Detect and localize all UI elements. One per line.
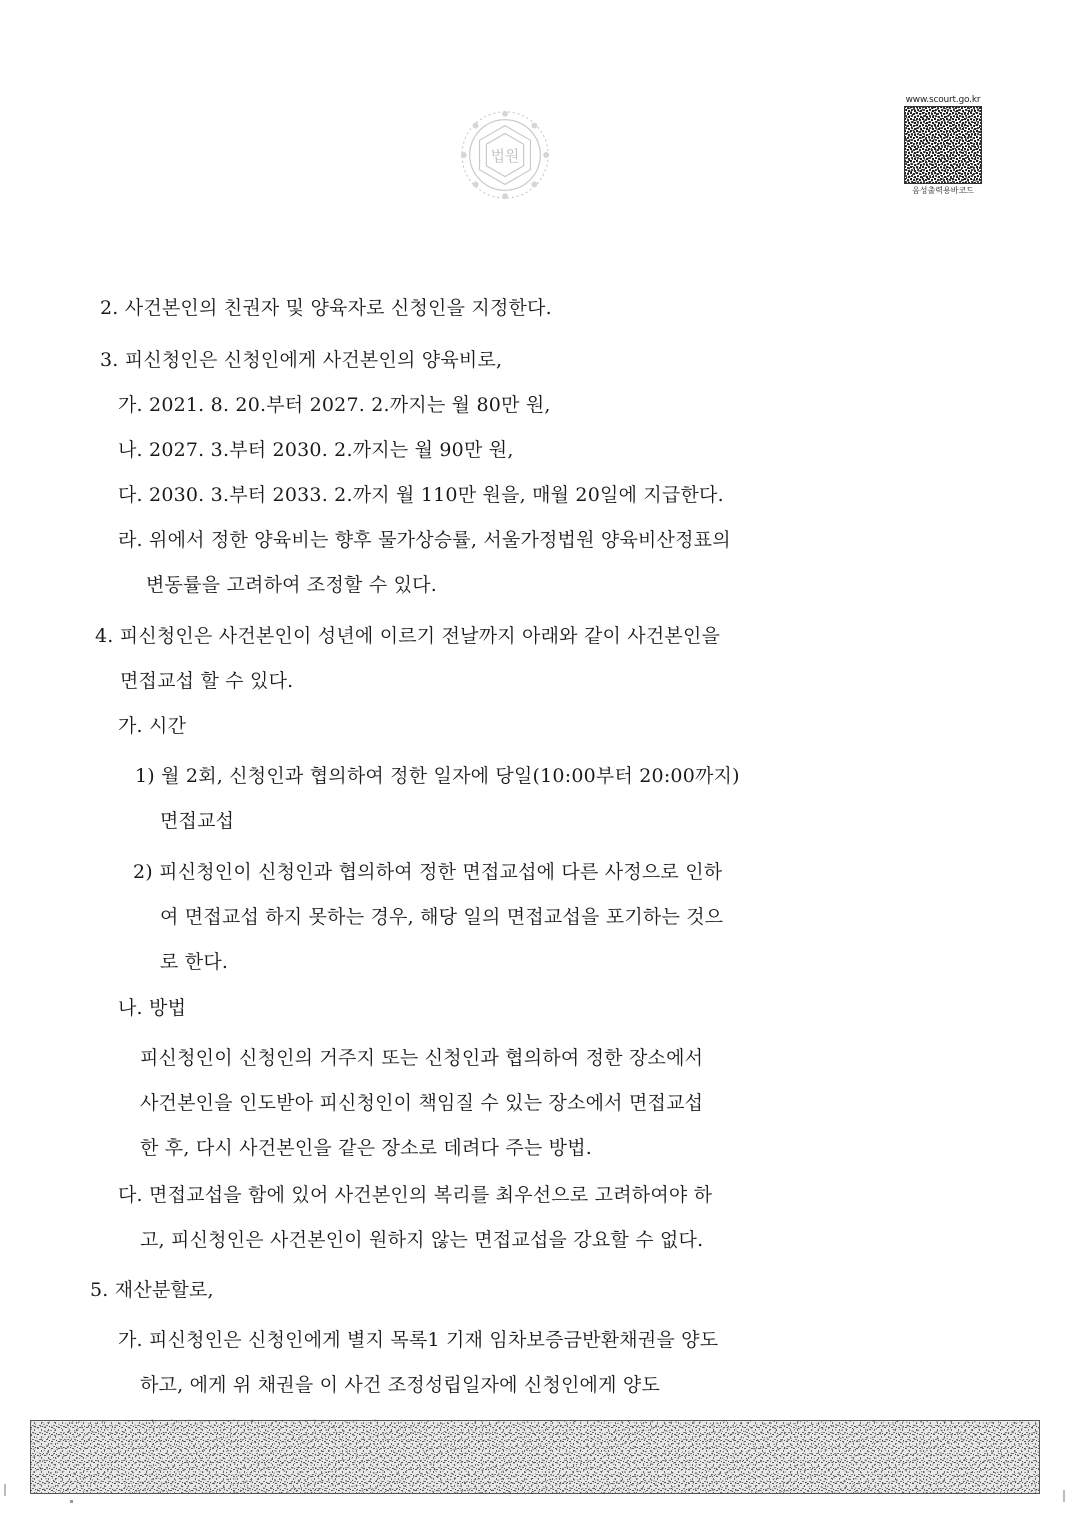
- scan-edge-left: [4, 1484, 6, 1496]
- clause-3-a: 가. 2021. 8. 20.부터 2027. 2.까지는 월 80만 원,: [118, 394, 551, 416]
- clause-5-a-cont1: 하고, 에게 위 채권을 이 사건 조정성립일자에 신청인에게 양도: [140, 1374, 661, 1396]
- barcode-pattern: [904, 106, 982, 184]
- barcode-url: www.scourt.go.kr: [905, 95, 981, 105]
- clause-3: 3. 피신청인은 신청인에게 사건본인의 양육비로,: [100, 349, 503, 371]
- clause-5: 5. 재산분할로,: [90, 1279, 214, 1301]
- clause-4-a-1: 1) 월 2회, 신청인과 협의하여 정한 일자에 당일(10:00부터 20:00까지): [135, 765, 740, 787]
- clause-4-a-2-cont1: 여 면접교섭 하지 못하는 경우, 해당 일의 면접교섭을 포기하는 것으: [160, 906, 724, 928]
- clause-4-a-1-cont: 면접교섭: [160, 810, 235, 832]
- clause-3-c: 다. 2030. 3.부터 2033. 2.까지 월 110만 원을, 매월 20일에 지급한다.: [118, 484, 724, 506]
- clause-4-c-cont: 고, 피신청인은 사건본인이 원하지 않는 면접교섭을 강요할 수 없다.: [140, 1229, 704, 1251]
- clause-3-d: 라. 위에서 정한 양육비는 향후 물가상승률, 서울가정법원 양육비산정표의: [118, 529, 731, 551]
- clause-4-b-text1: 피신청인이 신청인의 거주지 또는 신청인과 협의하여 정한 장소에서: [140, 1047, 704, 1069]
- security-pattern-band: [30, 1420, 1040, 1494]
- clause-4: 4. 피신청인은 사건본인이 성년에 이르기 전날까지 아래와 같이 사건본인을: [95, 625, 721, 647]
- barcode-caption: 음성출력용바코드: [912, 186, 974, 195]
- clause-4-b-text3: 한 후, 다시 사건본인을 같은 장소로 데려다 주는 방법.: [140, 1137, 593, 1159]
- clause-4-cont: 면접교섭 할 수 있다.: [120, 670, 294, 692]
- seal-text: 법원: [490, 147, 520, 165]
- clause-4-a: 가. 시간: [118, 715, 187, 737]
- clause-4-b-text2: 사건본인을 인도받아 피신청인이 책임질 수 있는 장소에서 면접교섭: [140, 1092, 704, 1114]
- scan-mark: [70, 1500, 73, 1503]
- clause-4-b: 나. 방법: [118, 997, 187, 1019]
- clause-3-b: 나. 2027. 3.부터 2030. 2.까지는 월 90만 원,: [118, 439, 514, 461]
- clause-4-a-2: 2) 피신청인이 신청인과 협의하여 정한 면접교섭에 다른 사정으로 인하: [133, 861, 723, 883]
- court-seal: [456, 106, 554, 204]
- voice-barcode-block: [902, 94, 984, 197]
- scan-edge-right: [1063, 1490, 1065, 1502]
- clause-3-d-cont: 변동률을 고려하여 조정할 수 있다.: [146, 574, 437, 596]
- clause-2: 2. 사건본인의 친권자 및 양육자로 신청인을 지정한다.: [100, 297, 552, 319]
- clause-4-c: 다. 면접교섭을 함에 있어 사건본인의 복리를 최우선으로 고려하여야 하: [118, 1184, 713, 1206]
- clause-4-a-2-cont2: 로 한다.: [160, 951, 229, 973]
- clause-5-a: 가. 피신청인은 신청인에게 별지 목록1 기재 임차보증금반환채권을 양도: [118, 1329, 719, 1351]
